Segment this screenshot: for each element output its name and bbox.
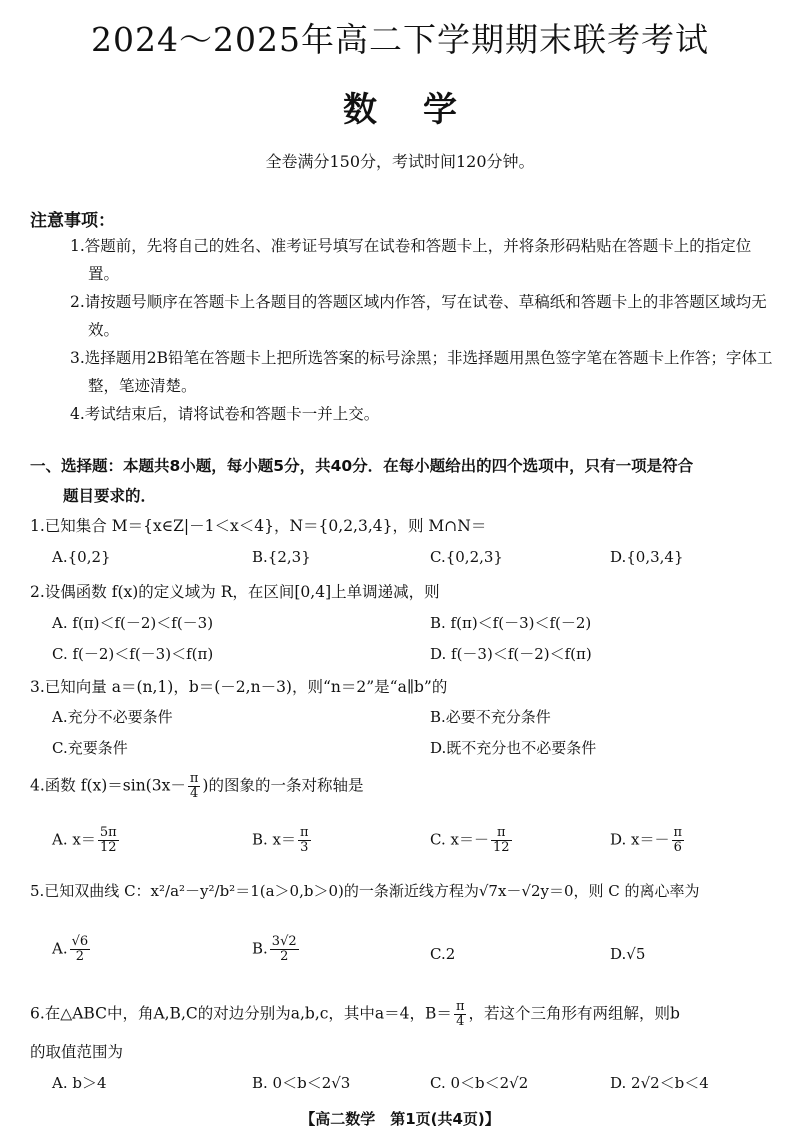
option-d	[610, 826, 686, 855]
notes-list	[68, 232, 778, 428]
option-label: C. x＝－	[430, 830, 489, 849]
fraction	[70, 935, 91, 964]
option-label: A.	[52, 939, 68, 958]
fraction	[672, 826, 685, 855]
score-line: 全卷满分150分，考试时间120分钟。	[265, 152, 535, 171]
exam-title: 2024～2025年高二下学期期末联考考试	[91, 20, 709, 59]
fraction	[98, 826, 119, 855]
denominator: 3	[300, 840, 309, 855]
question-6-stem	[30, 1000, 780, 1029]
option-a: A. f(π)＜f(－2)＜f(－3)	[52, 614, 214, 632]
numerator: 5π	[99, 825, 117, 840]
option-c: C.{0,2,3}	[430, 548, 503, 566]
option-label: D. x＝－	[610, 830, 670, 849]
note-item: 4.考试结束后，请将试卷和答题卡一并上交。	[70, 405, 380, 423]
option-a	[52, 935, 92, 964]
option-b: B.必要不充分条件	[430, 708, 551, 726]
question-1-stem: 1.已知集合 M＝{x∈Z|－1＜x＜4}，N＝{0,2,3,4}，则 M∩N＝	[30, 517, 487, 535]
numerator: π	[300, 825, 309, 840]
option-c: C.2	[430, 945, 456, 963]
section-heading	[30, 451, 778, 511]
denominator: 4	[456, 1014, 465, 1029]
option-b	[252, 826, 313, 855]
denominator: 12	[99, 840, 117, 855]
stem-text-pre: 6.在△ABC中，角A,B,C的对边分别为a,b,c，其中a＝4，B＝	[30, 1004, 452, 1023]
denominator: 12	[492, 840, 510, 855]
subject-title: 数学	[343, 90, 503, 130]
numerator: 3√2	[271, 934, 297, 949]
option-a: A. b＞4	[52, 1074, 107, 1092]
note-item: 1.答题前，先将自己的姓名、准考证号填写在试卷和答题卡上，并将条形码粘贴在答题卡上的指定位置。	[70, 237, 752, 283]
question-5-stem: 5.已知双曲线 C：x²/a²－y²/b²＝1(a＞0,b＞0)的一条渐近线方程为√7x－√2y＝0，则 C 的离心率为	[30, 882, 700, 900]
option-d: D.√5	[610, 945, 646, 963]
option-c	[430, 826, 514, 855]
stem-text-post: )的图象的一条对称轴是	[202, 776, 364, 795]
question-6-stem-line2: 的取值范围为	[30, 1043, 124, 1061]
option-label: B.	[252, 939, 268, 958]
option-c: C. f(－2)＜f(－3)＜f(π)	[52, 645, 214, 663]
question-4-stem	[30, 772, 780, 801]
section-heading-line1: 一、选择题：本题共8小题，每小题5分，共40分．在每小题给出的四个选项中，只有一项是符合	[30, 457, 694, 475]
question-3-stem: 3.已知向量 a＝(n,1)，b＝(－2,n－3)，则“n＝2”是“a∥b”的	[30, 678, 448, 696]
page-footer: 【高二数学 第1页(共4页)】	[300, 1110, 500, 1128]
option-c: C. 0＜b＜2√2	[430, 1074, 529, 1092]
notes-title: 注意事项：	[30, 211, 115, 231]
fraction	[298, 826, 311, 855]
numerator: π	[673, 825, 683, 840]
denominator: 2	[75, 949, 85, 964]
numerator: π	[189, 771, 199, 786]
option-d: D.既不充分也不必要条件	[430, 739, 597, 757]
question-2-stem: 2.设偶函数 f(x)的定义域为 R，在区间[0,4]上单调递减，则	[30, 583, 440, 601]
denominator: 6	[673, 840, 682, 855]
note-item: 3.选择题用2B铅笔在答题卡上把所选答案的标号涂黑；非选择题用黑色签字笔在答题卡上作答；字体工整，笔迹清楚。	[70, 349, 773, 395]
stem-text-pre: 4.函数 f(x)＝sin(3x－	[30, 776, 186, 795]
denominator: 4	[189, 786, 199, 801]
option-b: B. 0＜b＜2√3	[252, 1074, 351, 1092]
stem-text-post: ，若这个三角形有两组解，则b	[468, 1004, 680, 1023]
denominator: 2	[280, 949, 289, 964]
option-b	[252, 935, 301, 964]
option-b: B.{2,3}	[252, 548, 311, 566]
fraction	[454, 1000, 467, 1029]
option-a: A.{0,2}	[52, 548, 111, 566]
option-label: B. x＝	[252, 830, 297, 849]
option-d: D.{0,3,4}	[610, 548, 684, 566]
option-c: C.充要条件	[52, 739, 128, 757]
fraction	[491, 826, 512, 855]
numerator: π	[455, 999, 465, 1014]
fraction	[270, 935, 299, 964]
option-label: A. x＝	[52, 830, 96, 849]
option-d: D. 2√2＜b＜4	[610, 1074, 709, 1092]
numerator: π	[491, 826, 512, 841]
note-item: 2.请按题号顺序在答题卡上各题目的答题区域内作答，写在试卷、草稿纸和答题卡上的非答题区域均无效。	[70, 293, 767, 339]
section-heading-line2: 题目要求的．	[63, 487, 157, 505]
option-a: A.充分不必要条件	[52, 708, 173, 726]
option-d: D. f(－3)＜f(－2)＜f(π)	[430, 645, 592, 663]
numerator: √6	[71, 934, 89, 949]
fraction	[188, 772, 201, 801]
option-a	[52, 826, 121, 855]
option-b: B. f(π)＜f(－3)＜f(－2)	[430, 614, 592, 632]
